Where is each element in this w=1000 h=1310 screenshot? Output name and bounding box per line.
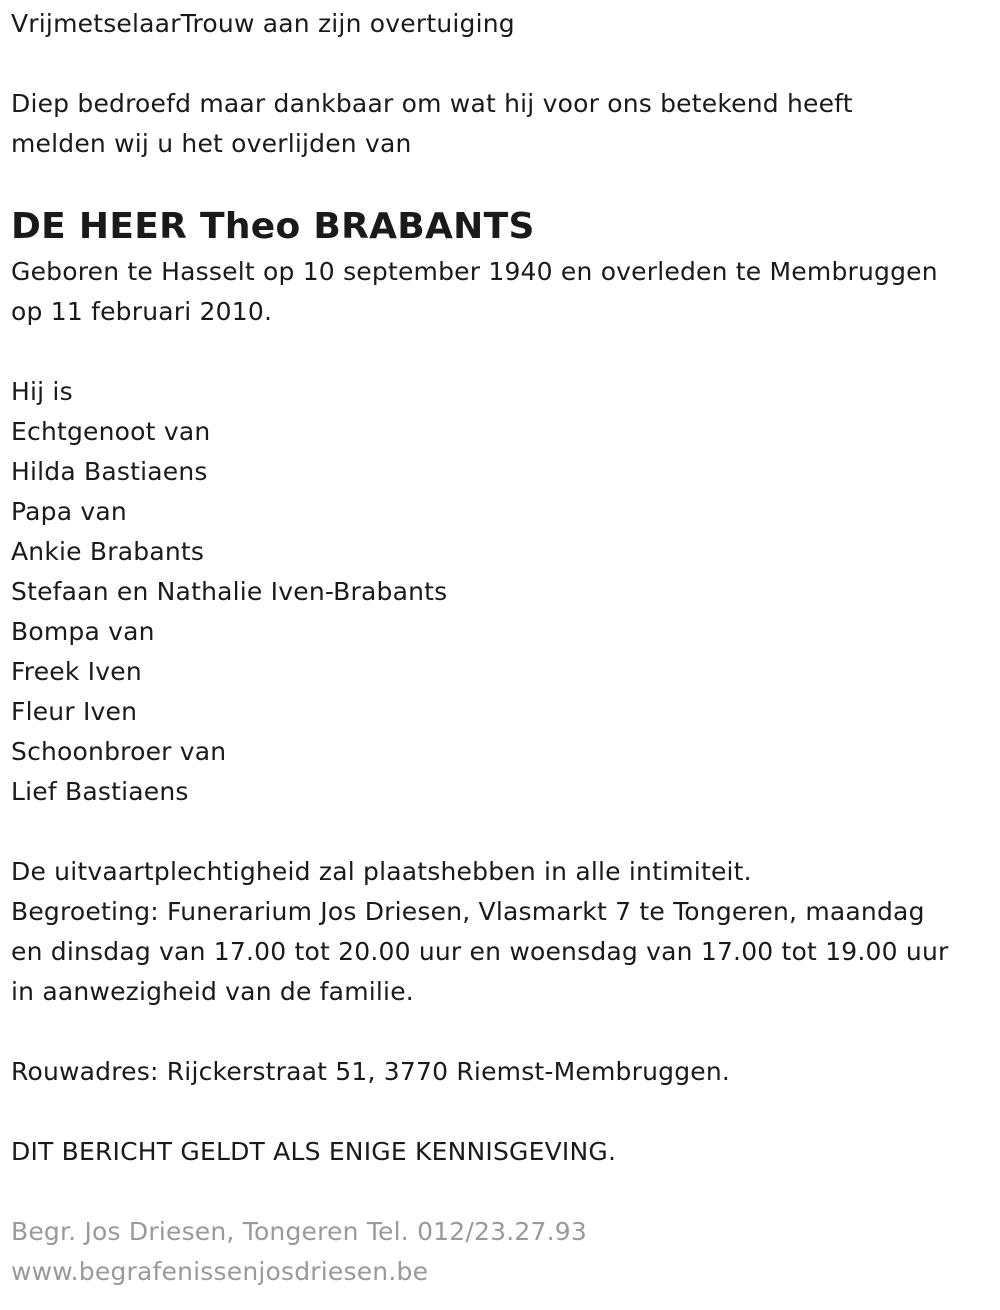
- spacer: [11, 44, 996, 84]
- family-line: Hij is: [11, 377, 73, 406]
- family-line: Hilda Bastiaens: [11, 457, 208, 486]
- obituary-notice: [11, 4, 996, 1292]
- spacer: [11, 1012, 996, 1052]
- undertaker-info: Begr. Jos Driesen, Tongeren Tel. 012/23.27.93: [11, 1217, 587, 1246]
- funeral-line-2: Begroeting: Funerarium Jos Driesen, Vlasmarkt 7 te Tongeren, maandag: [11, 897, 925, 926]
- announcement-line-1: Diep bedroefd maar dankbaar om wat hij voor ons betekend heeft: [11, 89, 853, 118]
- family-list: [11, 372, 996, 812]
- birth-death-line-2: op 11 februari 2010.: [11, 297, 273, 326]
- spacer: [11, 1092, 996, 1132]
- family-line: Lief Bastiaens: [11, 777, 189, 806]
- deceased-name: DE HEER Theo BRABANTS: [11, 206, 535, 247]
- family-line: Schoonbroer van: [11, 737, 227, 766]
- spacer: [11, 1172, 996, 1212]
- family-line: Freek Iven: [11, 657, 142, 686]
- family-line: Papa van: [11, 497, 127, 526]
- birth-death-line-1: Geboren te Hasselt op 10 september 1940 en overleden te Membruggen: [11, 257, 938, 286]
- spacer: [11, 332, 996, 372]
- family-line: Echtgenoot van: [11, 417, 211, 446]
- footer: [11, 1212, 996, 1292]
- funeral-line-3: en dinsdag van 17.00 tot 20.00 uur en woensdag van 17.00 tot 19.00 uur: [11, 937, 949, 966]
- family-line: Fleur Iven: [11, 697, 138, 726]
- announcement-line-2: melden wij u het overlijden van: [11, 129, 412, 158]
- spacer: [11, 164, 996, 198]
- spacer: [11, 812, 996, 852]
- notice-statement: DIT BERICHT GELDT ALS ENIGE KENNISGEVING.: [11, 1137, 617, 1166]
- mourning-address: Rouwadres: Rijckerstraat 51, 3770 Riemst-Membruggen.: [11, 1057, 731, 1086]
- funeral-line-1: De uitvaartplechtigheid zal plaatshebben in alle intimiteit.: [11, 857, 752, 886]
- family-line: Ankie Brabants: [11, 537, 205, 566]
- intro-heading: VrijmetselaarTrouw aan zijn overtuiging: [11, 9, 515, 38]
- website-link[interactable]: www.begrafenissenjosdriesen.be: [11, 1257, 429, 1286]
- family-line: Stefaan en Nathalie Iven-Brabants: [11, 577, 448, 606]
- funeral-line-4: in aanwezigheid van de familie.: [11, 977, 414, 1006]
- family-line: Bompa van: [11, 617, 155, 646]
